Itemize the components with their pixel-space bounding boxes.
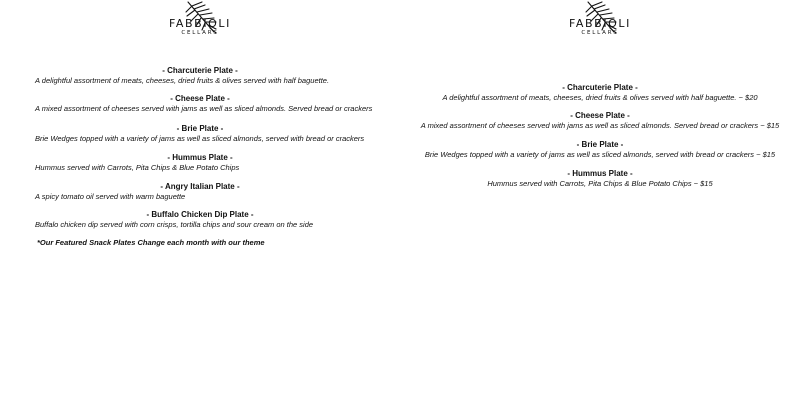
menu-item-title: - Hummus Plate - bbox=[167, 153, 233, 162]
menu-item-title: - Buffalo Chicken Dip Plate - bbox=[146, 210, 254, 219]
menu-item-title: - Hummus Plate - bbox=[567, 169, 633, 178]
menu-item-desc: Brie Wedges topped with a variety of jams as well as sliced almonds, served with bread or crackers ~ $15 bbox=[424, 150, 776, 159]
logo-sub-text: CELLARS bbox=[581, 30, 619, 36]
menu-item-title: - Angry Italian Plate - bbox=[160, 182, 240, 191]
menu-item-desc: A spicy tomato oil served with warm baguette bbox=[35, 192, 186, 201]
menu-item-desc: A delightful assortment of meats, cheeses, dried fruits & olives served with half baguette. bbox=[35, 76, 330, 85]
menu-item-desc: A delightful assortment of meats, cheeses, dried fruits & olives served with half baguette. ~ $20 bbox=[442, 93, 758, 102]
menu-item-desc: A mixed assortment of cheeses served with jams as well as sliced almonds. Served bread or crackers bbox=[35, 104, 373, 113]
menu-item-title: - Cheese Plate - bbox=[570, 111, 630, 120]
menu-page-right bbox=[400, 0, 800, 400]
menu-item-desc: Brie Wedges topped with a variety of jams as well as sliced almonds, served with bread or crackers bbox=[35, 134, 365, 143]
menu-item-desc: A mixed assortment of cheeses served with jams as well as sliced almonds. Served bread or crackers ~ $15 bbox=[420, 121, 780, 130]
menu-item-title: - Cheese Plate - bbox=[170, 94, 230, 103]
menu-item-desc: Hummus served with Carrots, Pita Chips & Blue Potato Chips bbox=[35, 163, 240, 172]
logo-brand-text: FABBIOLI bbox=[168, 17, 231, 30]
menu-item-title: - Brie Plate - bbox=[176, 124, 224, 133]
logo-brand-text: FABBIOLI bbox=[568, 17, 631, 30]
menu-item-desc: Hummus served with Carrots, Pita Chips & Blue Potato Chips ~ $15 bbox=[487, 179, 713, 188]
menu-item-title: - Brie Plate - bbox=[576, 140, 624, 149]
menu-item-title: - Charcuterie Plate - bbox=[162, 66, 238, 75]
menu-item-title: - Charcuterie Plate - bbox=[562, 83, 638, 92]
priced-snack-menu bbox=[400, 0, 800, 400]
menu-item-desc: Buffalo chicken dip served with corn crisps, tortilla chips and sour cream on the side bbox=[35, 220, 314, 229]
logo-sub-text: CELLARS bbox=[181, 30, 219, 36]
footnote: *Our Featured Snack Plates Change each month with our theme bbox=[37, 238, 265, 247]
